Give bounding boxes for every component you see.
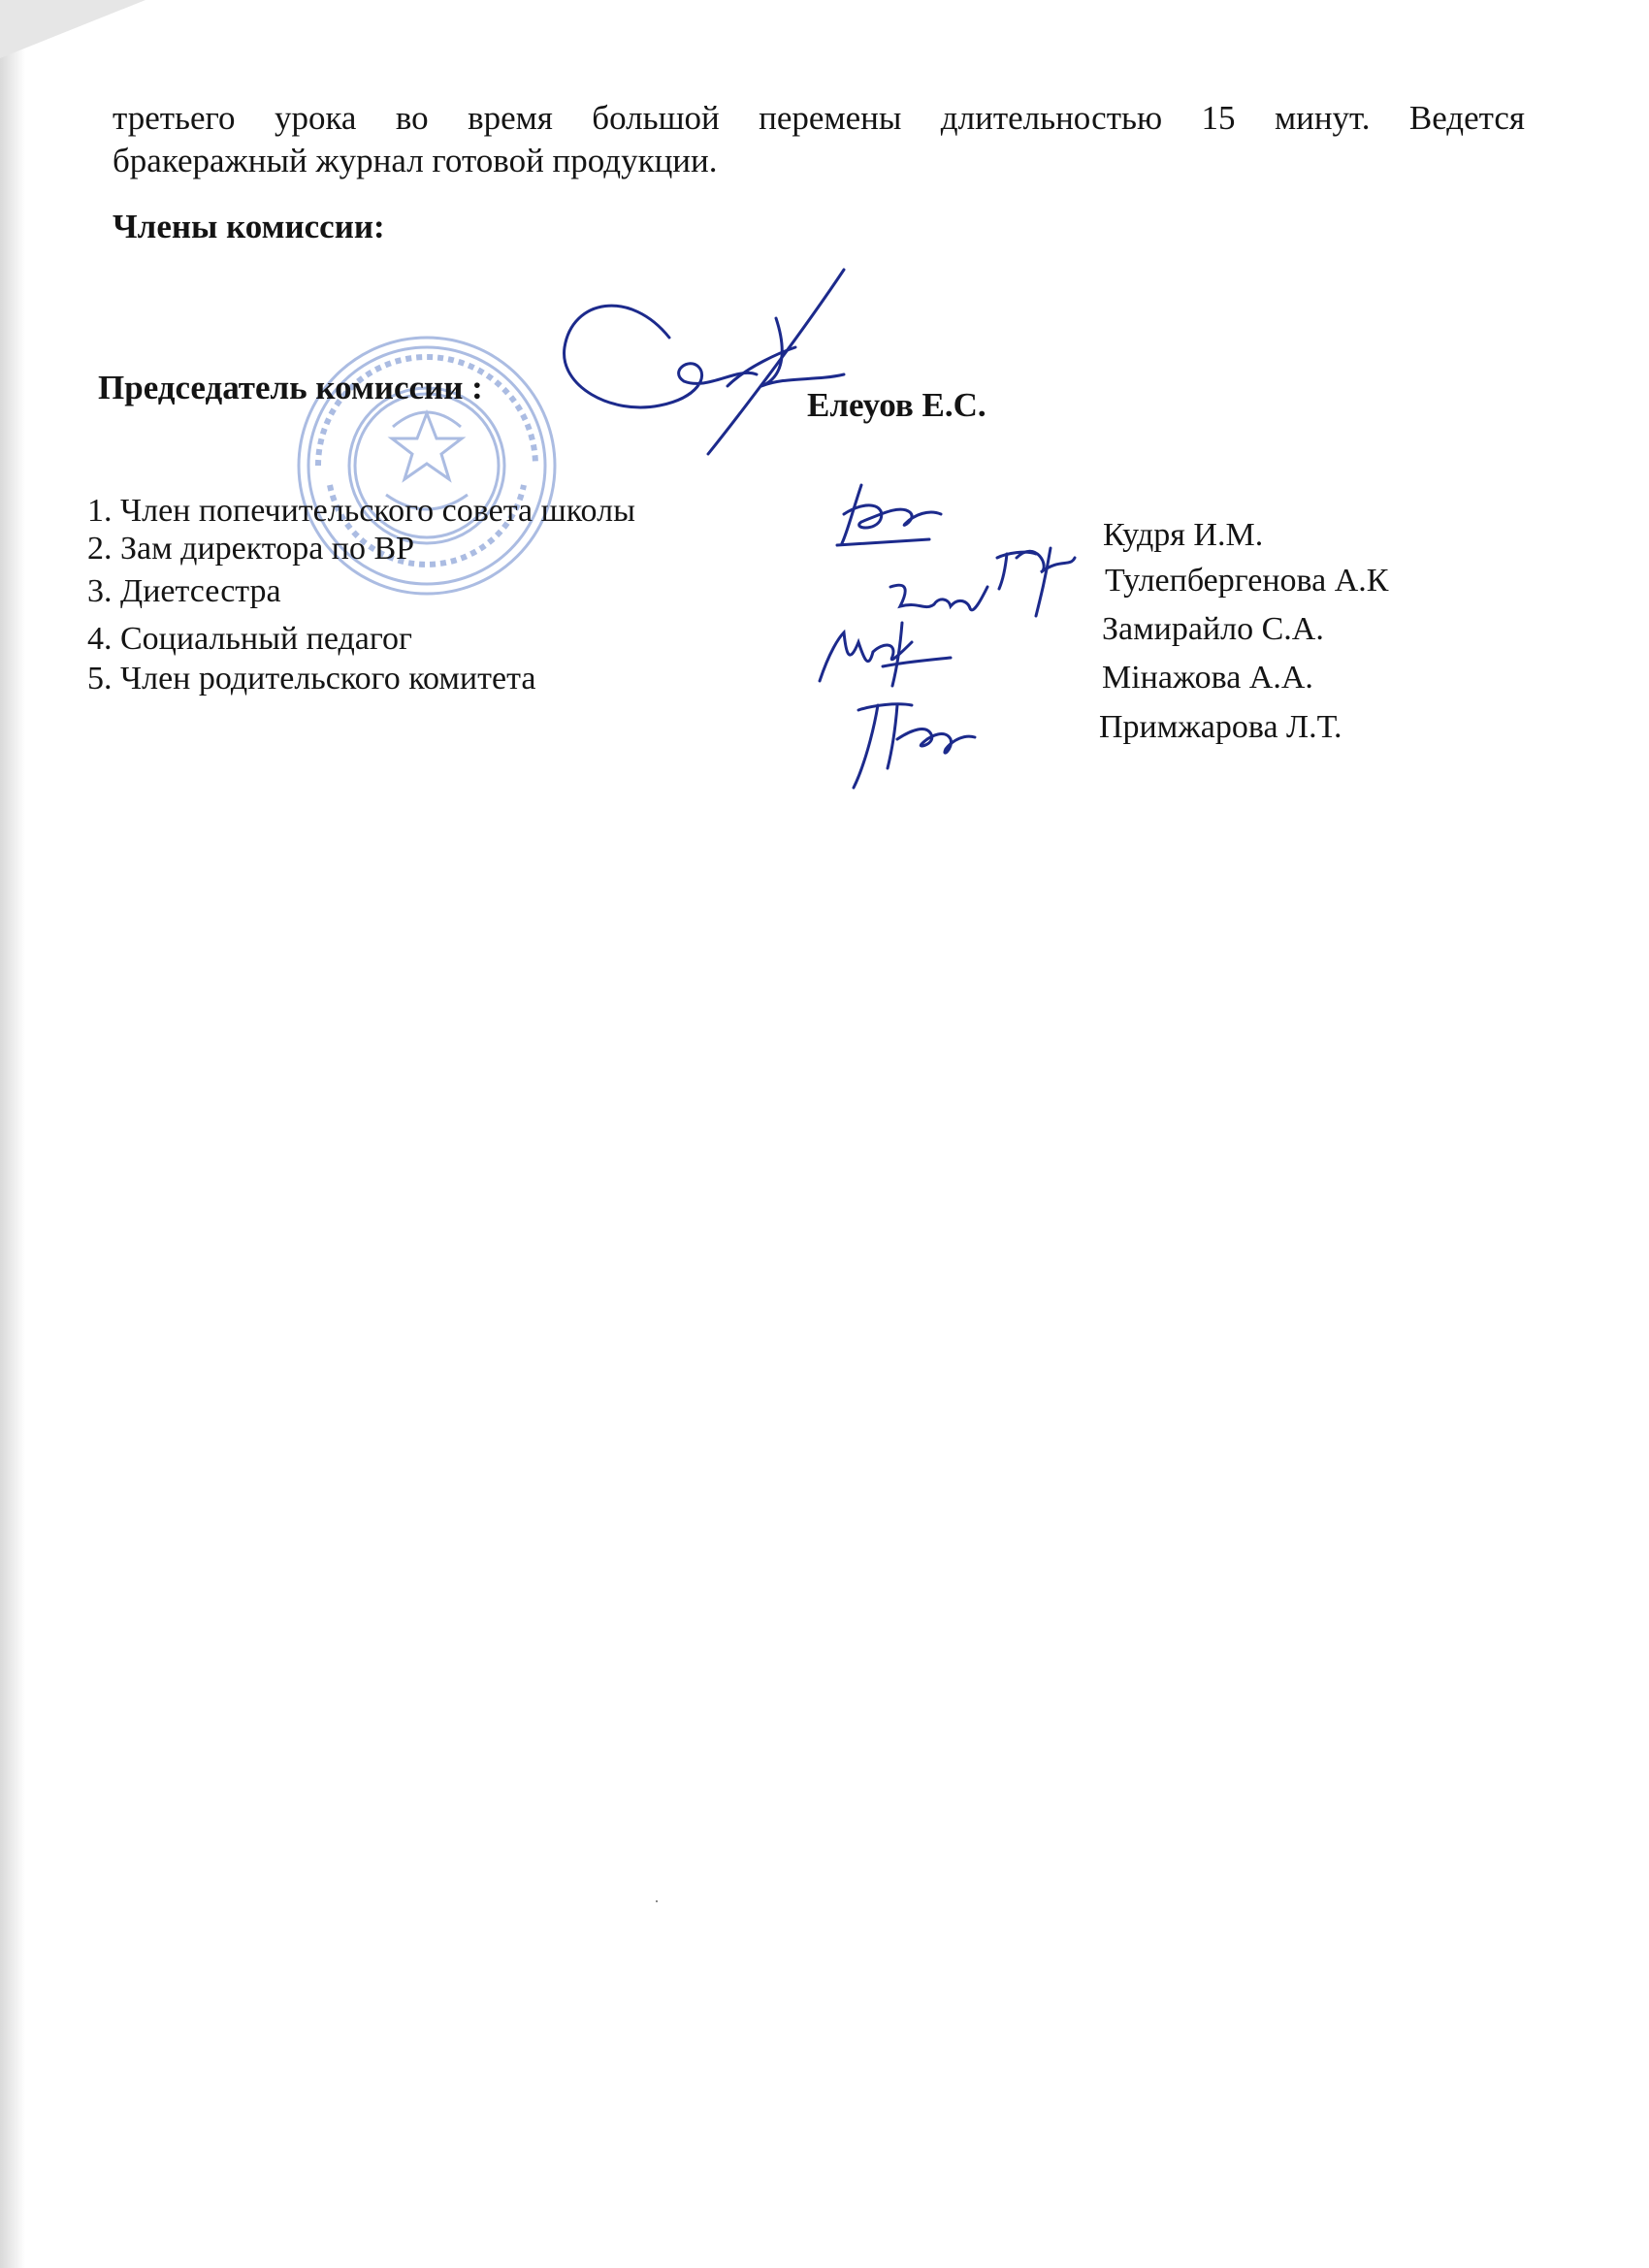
member-name-5: Примжарова Л.Т.	[1099, 709, 1342, 745]
paragraph-line-1: третьего урока во время большой перемены длительностью 15 минут. Ведется	[113, 99, 1525, 137]
chairman-label: Председатель комиссии :	[98, 369, 483, 406]
scan-speck	[656, 1900, 658, 1902]
member-signature-3-icon	[815, 613, 960, 691]
scan-corner-artifact	[0, 0, 146, 58]
scan-edge-shadow	[0, 0, 25, 2268]
member-name-4: Мінажова А.А.	[1102, 660, 1313, 696]
member-signature-4-icon	[839, 691, 985, 797]
member-name-1: Кудря И.М.	[1103, 517, 1264, 553]
member-role-1: 1. Член попечительского совета школы	[87, 493, 635, 529]
chairman-signature-icon	[553, 260, 883, 473]
member-name-3: Замирайло С.А.	[1102, 611, 1324, 647]
member-role-3: 3. Диетсестра	[87, 573, 281, 609]
members-heading: Члены комиссии:	[113, 208, 385, 245]
member-name-2: Тулепбергенова А.К	[1105, 563, 1389, 599]
member-role-4: 4. Социальный педагог	[87, 621, 412, 657]
body-paragraph	[113, 97, 1525, 182]
paragraph-line-2: бракеражный журнал готовой продукции.	[113, 142, 718, 179]
chairman-name: Елеуов Е.С.	[807, 386, 986, 424]
member-role-5: 5. Член родительского комитета	[87, 661, 536, 697]
member-role-2: 2. Зам директора по ВР	[87, 531, 415, 567]
